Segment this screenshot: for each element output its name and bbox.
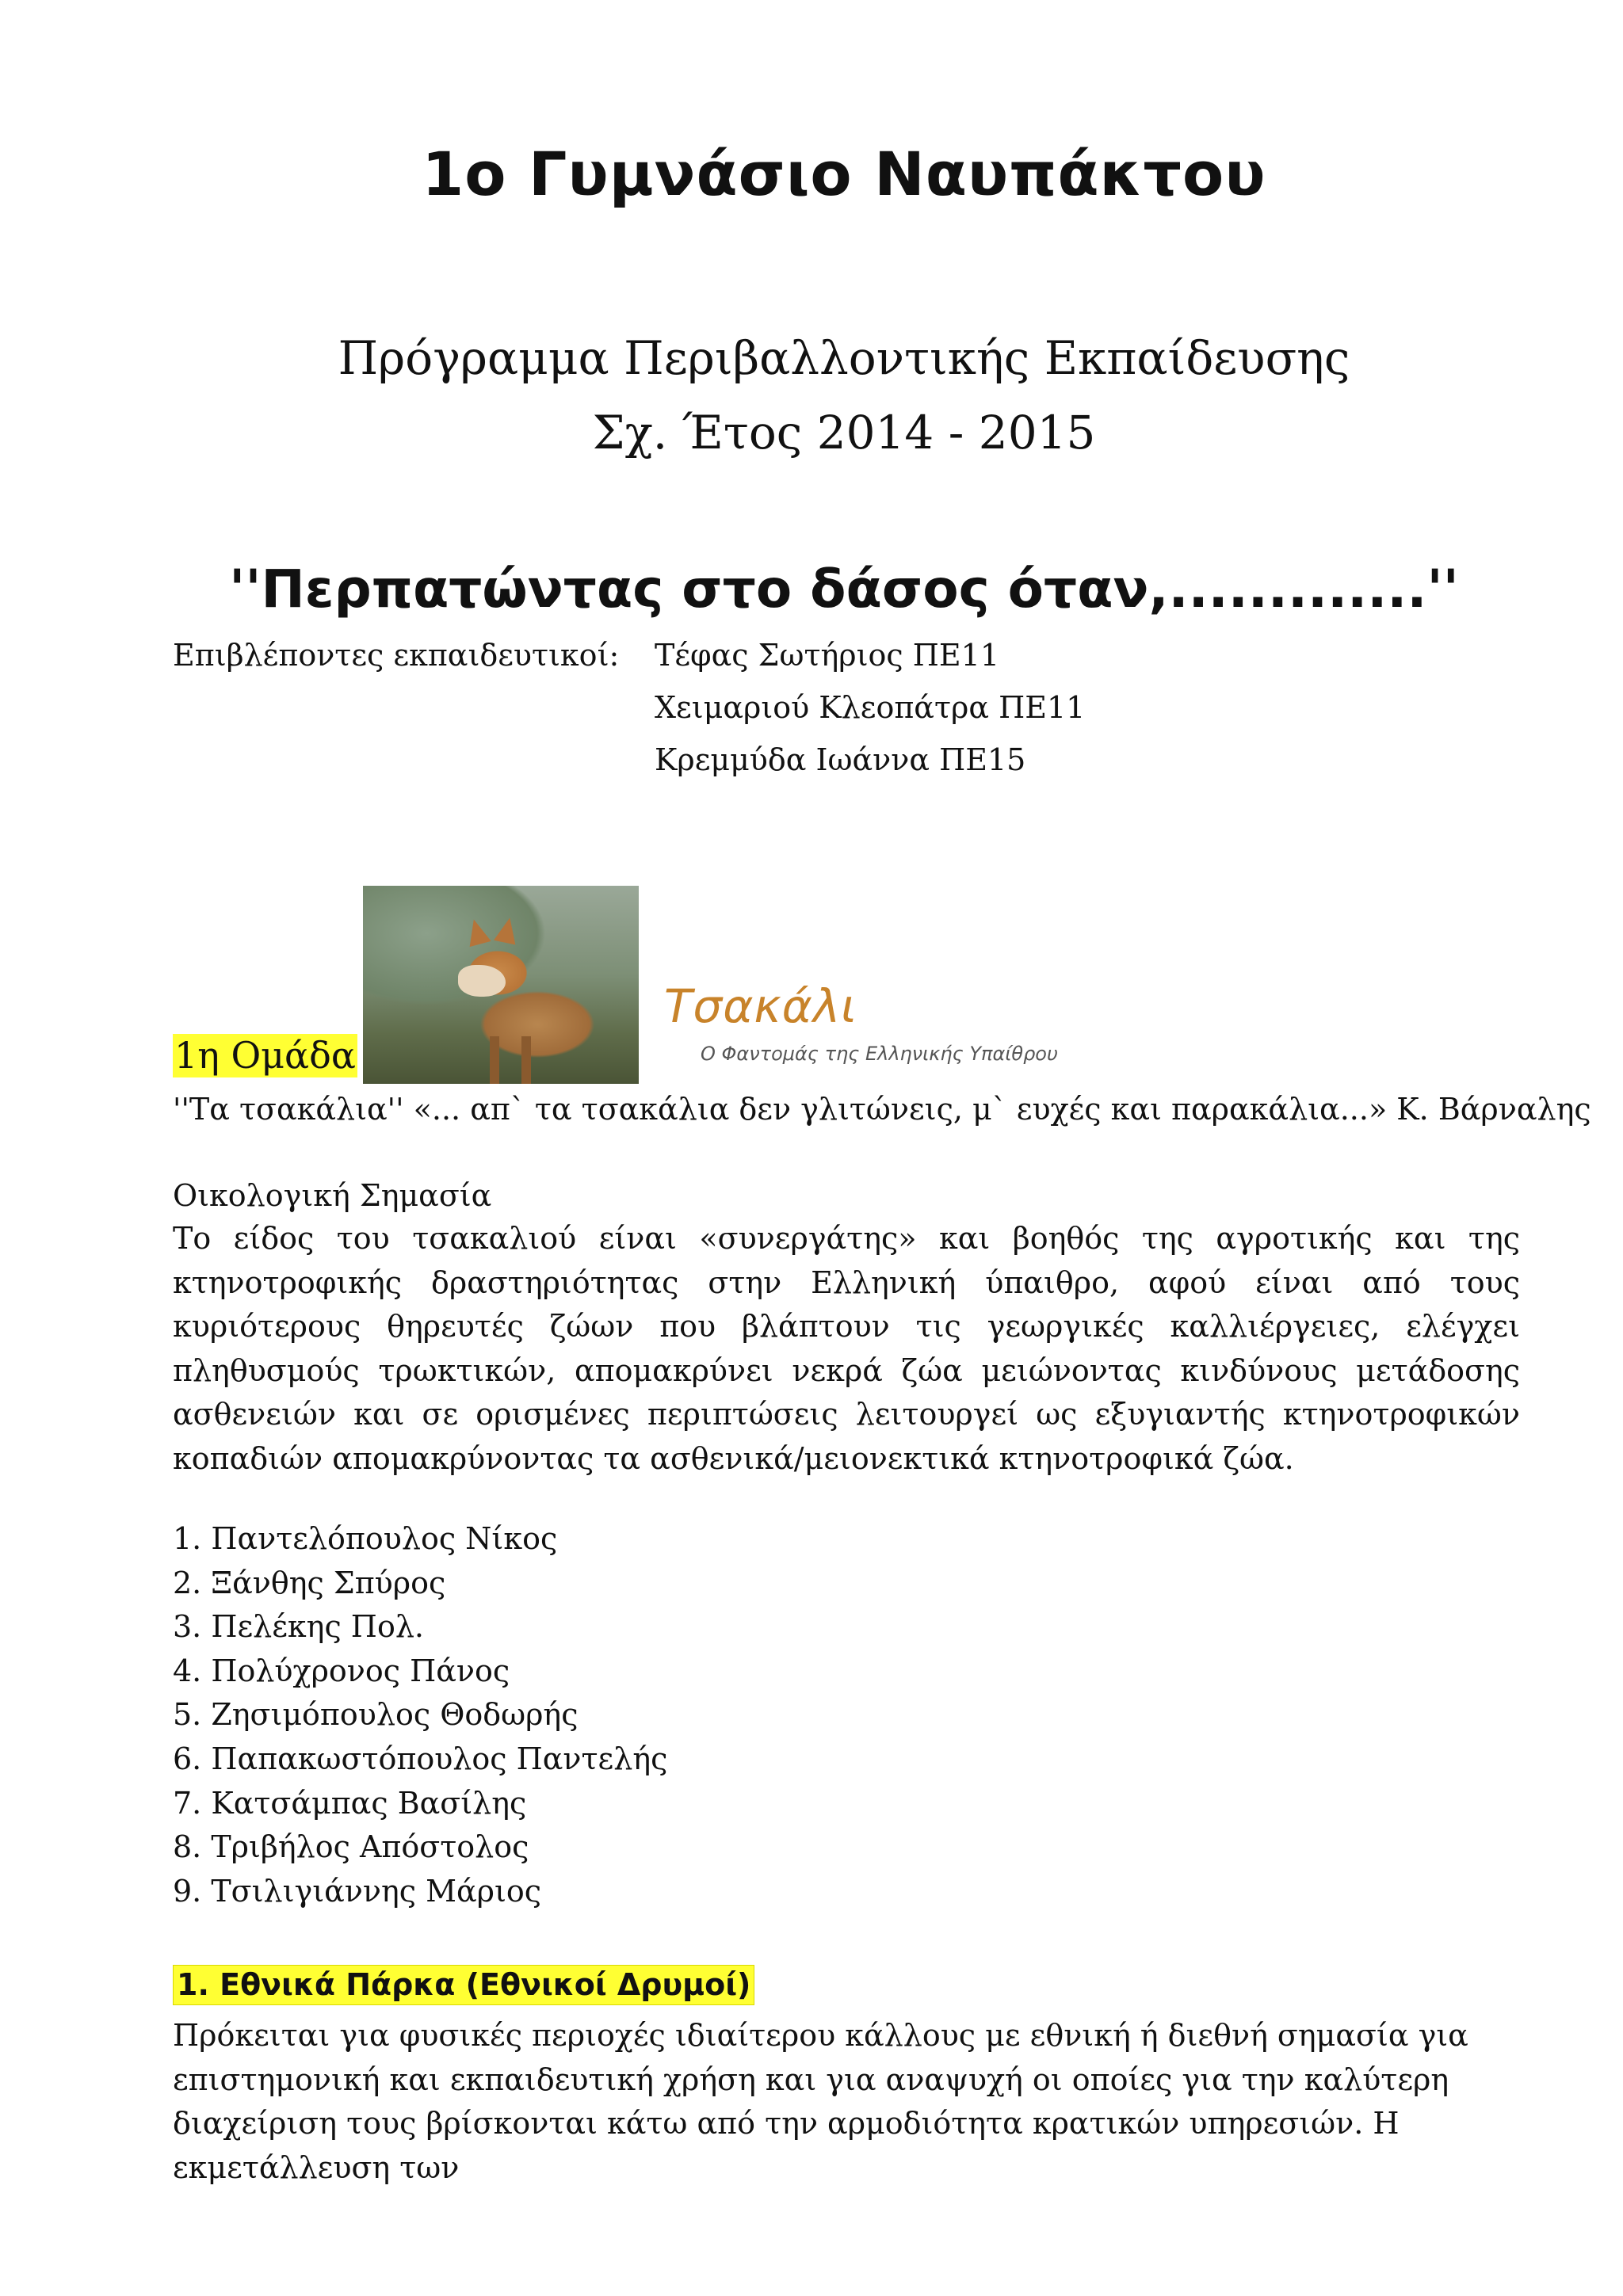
ecology-label: Οικολογική Σημασία — [173, 1178, 492, 1213]
list-item: 5. Ζησιμόπουλος Θοδωρής — [173, 1697, 579, 1733]
supervisor-name: Χειμαριού Κλεοπάτρα ΠΕ11 — [655, 690, 1086, 725]
ecology-paragraph: Το είδος του τσακαλιού είναι «συνεργάτης» και βοηθός της αγροτικής και της κτηνοτροφικής δραστηριότητας στην Ελληνική ύπαιθρο, αφού είναι από τους κυριότερους θηρευτές ζώων που βλάπτουν τις γεωργικές καλλιέργειες, ελέγχει πληθυσμούς τρωκτικών, απομακρύνει νεκρά ζώα μειώνοντας κινδύνους μετάδοσης ασθενειών και σε ορισμένες περιπτώσεις λειτουργεί ως εξυγιαντής κτηνοτροφικών κοπαδιών απομακρύνοντας τα ασθενικά/μειονεκτικά κτηνοτροφικά ζώα. — [173, 1221, 1520, 1476]
list-item: 4. Πολύχρονος Πάνος — [173, 1653, 510, 1688]
school-year: Σχ. Έτος 2014 - 2015 — [592, 406, 1096, 460]
members-list — [173, 1517, 667, 1913]
section-heading: 1. Εθνικά Πάρκα (Εθνικοί Δρυμοί) — [173, 1965, 754, 2005]
group-quote: ''Τα τσακάλια'' «... απ` τα τσακάλια δεν γλιτώνεις, μ` ευχές και παρακάλια...» Κ. Βάρναλης — [173, 1092, 1591, 1127]
list-item: 2. Ξάνθης Σπύρος — [173, 1565, 446, 1600]
supervisors-label: Επιβλέποντες εκπαιδευτικοί: — [173, 638, 620, 673]
program-name: Πρόγραμμα Περιβαλλοντικής Εκπαίδευσης — [338, 331, 1350, 385]
list-item: 1. Παντελόπουλος Νίκος — [173, 1521, 558, 1556]
school-title: 1ο Γυμνάσιο Ναυπάκτου — [422, 139, 1266, 209]
group-heading: 1η Ομάδα — [174, 1034, 356, 1077]
logo-tagline: Ο Φαντομάς της Ελληνικής Υπαίθρου — [701, 1043, 1058, 1065]
project-title: ''Περπατώντας στο δάσος όταν,.............'' — [229, 559, 1459, 620]
list-item: 6. Παπακωστόπουλος Παντελής — [173, 1741, 668, 1776]
jackal-logo — [664, 979, 1060, 1074]
list-item: 9. Τσιλιγιάννης Μάριος — [173, 1873, 542, 1909]
supervisor-name: Τέφας Σωτήριος ΠΕ11 — [655, 638, 1000, 673]
section-paragraph: Πρόκειται για φυσικές περιοχές ιδιαίτερου κάλλους με εθνική ή διεθνή σημασία για επιστημονική και εκπαιδευτική χρήση και για αναψυχή οι οποίες για την καλύτερη διαχείριση τους βρίσκονται κάτω από την αρμοδιότητα κρατικών υπηρεσιών. Η εκμετάλλευση των — [173, 2018, 1468, 2185]
supervisor-name: Κρεμμύδα Ιωάννα ΠΕ15 — [655, 742, 1026, 777]
list-item: 7. Κατσάμπας Βασίλης — [173, 1785, 527, 1821]
list-item: 8. Τριβήλος Απόστολος — [173, 1829, 529, 1865]
logo-title: Τσακάλι — [664, 979, 857, 1033]
jackal-photo — [363, 886, 639, 1084]
list-item: 3. Πελέκης Πολ. — [173, 1609, 424, 1645]
